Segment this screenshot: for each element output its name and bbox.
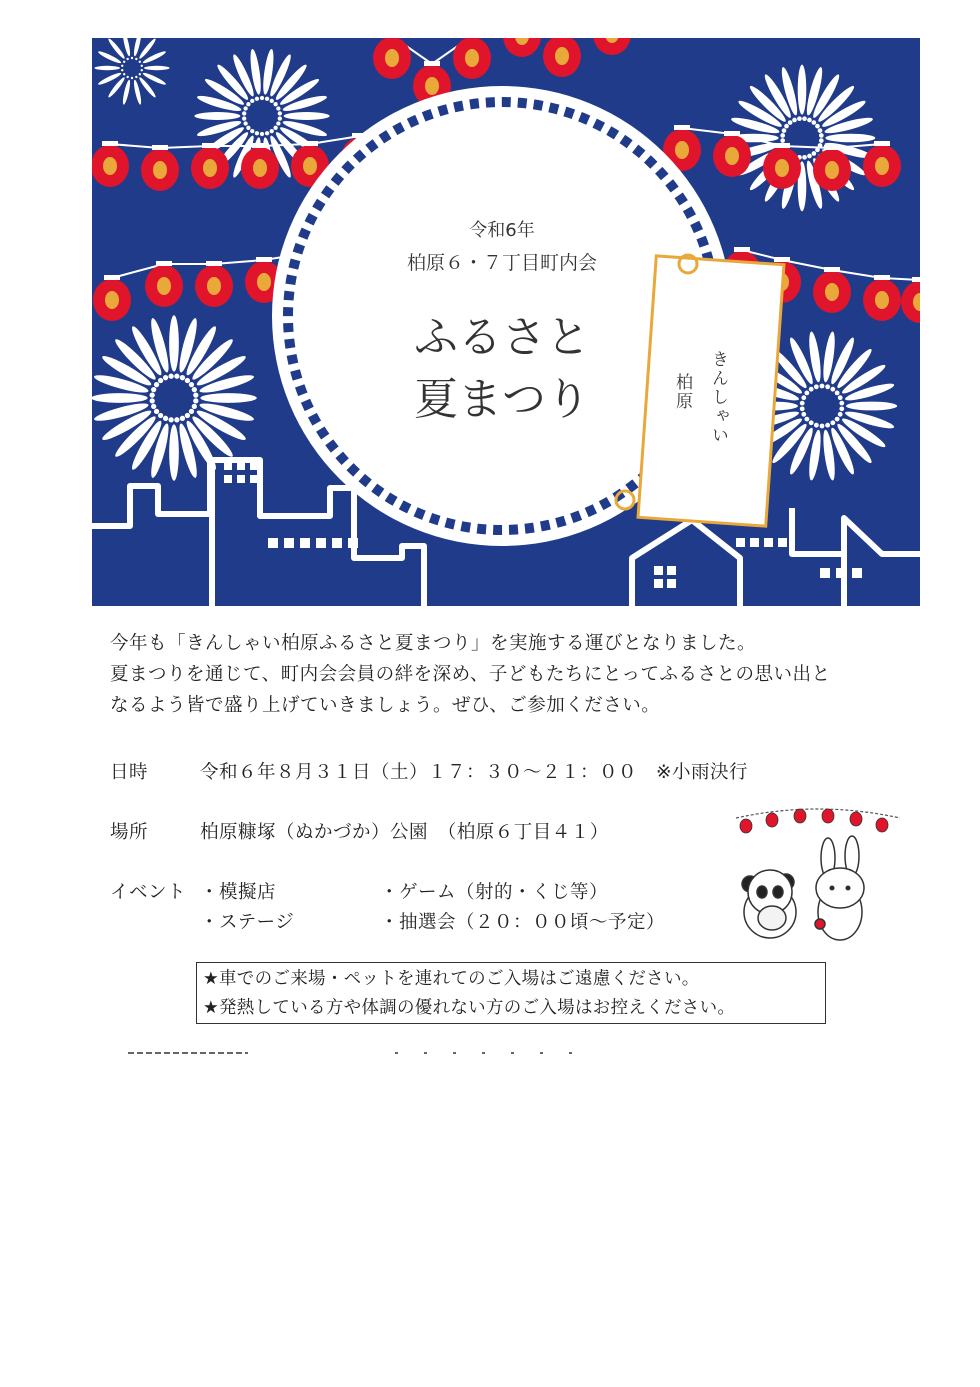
scroll-text-kashiwabara: 柏原	[672, 373, 692, 411]
scroll-text-kinshai: きんしゃい	[708, 350, 728, 445]
notice-line: ★発熱している方や体調の優れない方のご入場はお控えください。	[203, 998, 736, 1018]
event-label: イベント	[110, 882, 187, 903]
event-item: ・模擬店	[200, 882, 277, 903]
date-label: 日時	[110, 762, 149, 783]
intro-line: 今年も「きんしゃい柏原ふるさと夏まつり」を実施する運びとなりました。	[110, 633, 757, 654]
intro-line: なるよう皆で盛り上げていきましょう。ぜひ、ご参加ください。	[110, 695, 661, 716]
date-value: 令和６年８月３１日（土）１７：３０～２１：００ ※小雨決行	[200, 762, 749, 783]
banner-organizer: 柏原６・７丁目町内会	[406, 252, 598, 274]
festival-banner	[92, 38, 920, 606]
place-label: 場所	[110, 822, 149, 843]
cut-line	[128, 1050, 248, 1056]
panda-icon	[742, 870, 796, 938]
intro-paragraph	[110, 628, 890, 721]
event-item: ・ゲーム（射的・くじ等）	[380, 882, 609, 903]
cut-line	[395, 1050, 585, 1056]
rabbit-icon	[815, 836, 864, 940]
banner-title-line1: ふるさと	[414, 312, 590, 363]
banner-year: 令和6年	[469, 220, 535, 241]
banner-title-line2: 夏まつり	[414, 374, 590, 425]
panda-rabbit-illustration	[728, 800, 908, 950]
lantern-icon	[373, 38, 411, 79]
event-item: ・抽選会（２０：００頃～予定）	[380, 912, 666, 933]
intro-line: 夏まつりを通じて、町内会会員の絆を深め、子どもたちにとってふるさとの思い出と	[110, 664, 831, 685]
place-value: 柏原糠塚（ぬかづか）公園 （柏原６丁目４１）	[200, 822, 609, 843]
notice-line: ★車でのご来場・ペットを連れてのご入場はご遠慮ください。	[203, 969, 700, 989]
lantern-icon	[453, 38, 491, 79]
event-item: ・ステージ	[200, 912, 295, 933]
notice-box	[196, 962, 826, 1024]
